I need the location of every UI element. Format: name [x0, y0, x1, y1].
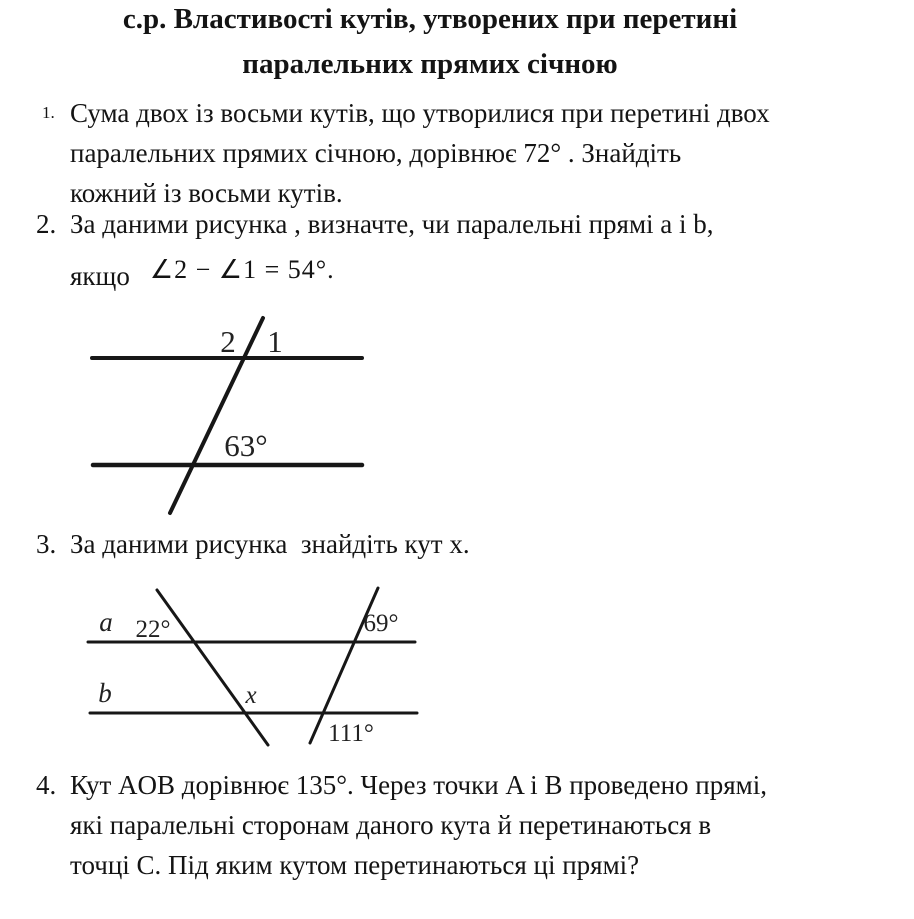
problem3-number: 3. [36, 529, 57, 559]
problem1-text-line2: паралельних прямих січною, дорівнює 72° . Знайдіть [70, 138, 682, 168]
problem2-angle-formula: ∠2 − ∠1 = 54°. [149, 255, 335, 284]
fig2-angle-2-label: 2 [220, 324, 236, 359]
problem2-number: 2. [36, 209, 57, 239]
figure-problem3 [85, 582, 425, 754]
fig3-line-a-label: a [99, 607, 113, 637]
worksheet-title-line2: паралельних прямих січною [242, 48, 618, 80]
fig3-angle-22-label: 22° [135, 616, 171, 643]
problem4-number: 4. [36, 770, 57, 800]
problem1-text-line1: Сума двох із восьми кутів, що утворилися при перетині двох [70, 98, 770, 128]
fig2-transversal-line [170, 318, 263, 513]
fig3-left-transversal [157, 590, 268, 745]
fig3-angle-69-label: 69° [363, 610, 399, 637]
problem4-text-line1: Кут AOB дорівнює 135°. Через точки A і B проведено прямі, [70, 770, 767, 800]
problem4-text-line2: які паралельні сторонам даного кута й перетинаються в [70, 810, 712, 840]
fig3-line-b-label: b [98, 678, 112, 708]
worksheet-title-line1: с.р. Властивості кутів, утворених при перетині [122, 3, 738, 35]
problem2-condition-word: якщо [70, 261, 130, 291]
problem2-text-line1: За даними рисунка , визначте, чи паралельні прямі a і b, [70, 209, 714, 239]
problem1-text-line3: кожний із восьми кутів. [70, 178, 343, 208]
problem3-text-line1: За даними рисунка знайдіть кут x. [70, 529, 470, 559]
problem2-condition-line [70, 255, 335, 291]
problem1-number: 1. [42, 103, 55, 122]
figure-problem2 [85, 310, 475, 525]
fig2-angle-1-label: 1 [267, 324, 283, 359]
fig3-angle-111-label: 111° [328, 720, 374, 747]
fig3-angle-x-label: x [245, 682, 257, 709]
fig2-angle-63-label: 63° [224, 428, 268, 463]
problem4-text-line3: точці C. Під яким кутом перетинаються ці прямі? [70, 850, 640, 880]
